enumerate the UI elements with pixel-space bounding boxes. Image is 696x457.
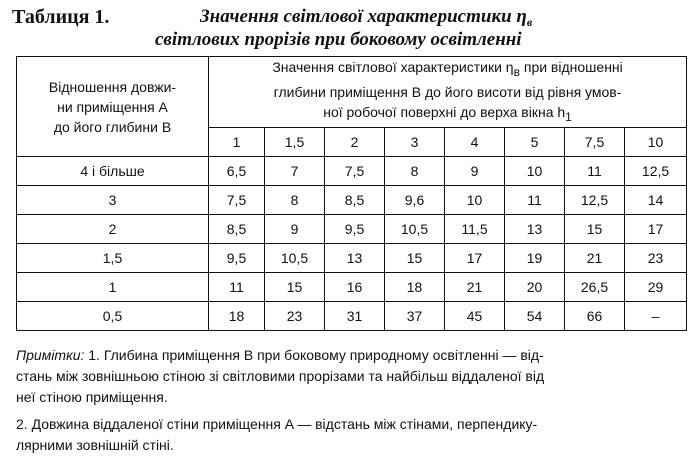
column-value: 3	[385, 128, 445, 157]
column-value: 1	[209, 128, 265, 157]
column-value: 2	[325, 128, 385, 157]
table-cell: 13	[505, 215, 565, 244]
table-cell: 7	[265, 157, 325, 186]
table-cell: 66	[565, 302, 625, 331]
title-line-2: світлових прорізів при боковому освітленні	[155, 29, 522, 50]
table-cell: 12,5	[625, 157, 687, 186]
table-cell: 8	[385, 157, 445, 186]
table-cell: 15	[565, 215, 625, 244]
table-cell: 18	[385, 273, 445, 302]
table-cell: 8,5	[209, 215, 265, 244]
table-cell: 11	[209, 273, 265, 302]
table-cell: 8,5	[325, 186, 385, 215]
table-cell: 45	[445, 302, 505, 331]
table-cell: 17	[625, 215, 687, 244]
table-cell: 9,5	[209, 244, 265, 273]
table-cell: 10	[505, 157, 565, 186]
table-cell: 7,5	[325, 157, 385, 186]
table-row	[17, 302, 687, 331]
table-cell: 14	[625, 186, 687, 215]
row-label: 0,5	[17, 302, 209, 331]
row-label: 1,5	[17, 244, 209, 273]
table-cell: 37	[385, 302, 445, 331]
table-cell: 10,5	[265, 244, 325, 273]
table-cell: 29	[625, 273, 687, 302]
table-cell: 11	[505, 186, 565, 215]
table-cell: 9,6	[385, 186, 445, 215]
table-cell: 20	[505, 273, 565, 302]
table-notes	[16, 345, 692, 456]
table-cell: 21	[445, 273, 505, 302]
row-label: 3	[17, 186, 209, 215]
table-row	[17, 244, 687, 273]
table-cell: 21	[565, 244, 625, 273]
note-1: Примітки: 1. Глибина приміщення B при боковому природному освітленні — від- стань між зовнішньою стіною зі світловими прорізами та найбільш віддаленої від неї стіною приміщення.	[16, 347, 545, 405]
table-cell: 9	[265, 215, 325, 244]
table-cell: –	[625, 302, 687, 331]
table-cell: 11	[565, 157, 625, 186]
table-cell: 17	[445, 244, 505, 273]
column-value: 1,5	[265, 128, 325, 157]
table-cell: 8	[265, 186, 325, 215]
table-cell: 9	[445, 157, 505, 186]
table-number: Таблиця 1.	[12, 6, 110, 28]
note-2: 2. Довжина віддаленої стіни приміщення A — відстань між стінами, перпендику- лярними зовнішній стіні.	[16, 416, 538, 453]
table-cell: 10	[445, 186, 505, 215]
title-line-1: Значення світлової характеристики $\eta_в$	[200, 6, 533, 29]
data-table	[16, 56, 687, 331]
table-cell: 10,5	[385, 215, 445, 244]
column-value: 10	[625, 128, 687, 157]
table-cell: 26,5	[565, 273, 625, 302]
column-value: 7,5	[565, 128, 625, 157]
table-cell: 54	[505, 302, 565, 331]
table-cell: 7,5	[209, 186, 265, 215]
table-cell: 23	[265, 302, 325, 331]
table-cell: 13	[325, 244, 385, 273]
column-header-cell: Значення світлової характеристики ηв при відношенні глибини приміщення B до його висоти від рівня умов- ної робочої поверхні до верха вікна h1	[209, 57, 687, 128]
table-row	[17, 186, 687, 215]
table-row	[17, 273, 687, 302]
table-row	[17, 215, 687, 244]
table-cell: 23	[625, 244, 687, 273]
row-label: 1	[17, 273, 209, 302]
row-label: 4 і більше	[17, 157, 209, 186]
table-cell: 15	[265, 273, 325, 302]
table-cell: 31	[325, 302, 385, 331]
table-cell: 19	[505, 244, 565, 273]
column-value: 4	[445, 128, 505, 157]
row-label: 2	[17, 215, 209, 244]
table-cell: 6,5	[209, 157, 265, 186]
table-cell: 16	[325, 273, 385, 302]
table-cell: 9,5	[325, 215, 385, 244]
table-row	[17, 157, 687, 186]
table-cell: 15	[385, 244, 445, 273]
table-cell: 18	[209, 302, 265, 331]
row-header-cell: Відношення довжи- ни приміщення A до його глибини B	[17, 57, 209, 157]
column-value: 5	[505, 128, 565, 157]
table-title	[0, 4, 696, 52]
table-cell: 12,5	[565, 186, 625, 215]
table-cell: 11,5	[445, 215, 505, 244]
